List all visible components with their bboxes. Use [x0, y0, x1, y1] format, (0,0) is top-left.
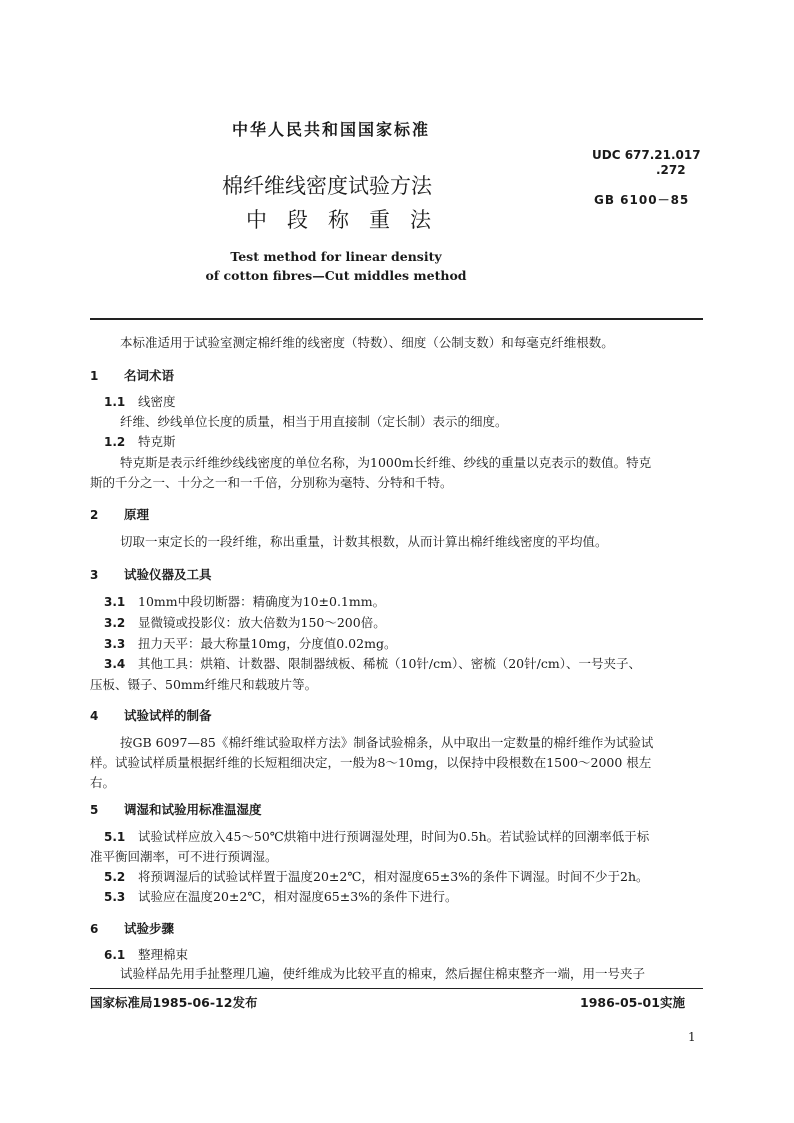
standard-number: GB 6100－85 — [594, 193, 690, 207]
section-number: 1 — [90, 369, 99, 383]
section-title: 名词术语 — [124, 368, 175, 383]
section-number: 4 — [90, 709, 99, 723]
section-4-text-1: 按GB 6097—85《棉纤维试验取样方法》制备试验棉条，从中取出一定数量的棉纤维作为试验试 — [120, 735, 654, 750]
clause-6-1-heading — [104, 945, 188, 965]
clause-number: 3.4 — [104, 657, 126, 671]
section-number: 6 — [90, 922, 99, 936]
clause-title: 整理棉束 — [138, 947, 189, 962]
title-english-line-1: Test method for linear density — [230, 249, 442, 264]
clause-3-1 — [104, 592, 385, 612]
clause-6-1-text: 试验样品先用手扯整理几遍，使纤维成为比较平直的棉束，然后握住棉束整齐一端，用一号夹子 — [120, 966, 646, 981]
section-5-heading — [90, 800, 262, 818]
section-title: 调湿和试验用标准温湿度 — [124, 802, 262, 817]
clause-text: 试验应在温度20±2℃，相对湿度65±3%的条件下进行。 — [138, 889, 458, 904]
clause-3-2 — [104, 613, 386, 633]
section-number: 3 — [90, 568, 99, 582]
clause-1-1-text: 纤维、纱线单位长度的质量，相当于用直接制（定长制）表示的细度。 — [120, 414, 508, 429]
clause-1-2-heading — [104, 432, 176, 452]
clause-1-2-text-2: 斯的千分之一、十分之一和一千倍，分别称为毫特、分特和千特。 — [90, 475, 453, 490]
clause-number: 1.1 — [104, 395, 126, 409]
section-title: 试验仪器及工具 — [124, 567, 212, 582]
udc-code — [592, 148, 701, 178]
section-number: 5 — [90, 803, 99, 817]
section-4-text-3: 右。 — [90, 775, 116, 790]
section-title: 原理 — [124, 507, 150, 522]
clause-text: 试验试样应放入45～50℃烘箱中进行预调湿处理，时间为0.5h。若试验试样的回潮率低于标 — [138, 829, 650, 844]
udc-line-2: .272 — [656, 163, 686, 177]
section-2-text: 切取一束定长的一段纤维，称出重量，计数其根数，从而计算出棉纤维线密度的平均值。 — [120, 534, 608, 549]
effective-date: 1986-05-01实施 — [580, 995, 685, 1010]
clause-1-1-heading — [104, 392, 176, 412]
clause-3-4 — [104, 654, 641, 674]
header-divider — [90, 318, 703, 320]
title-chinese-subtitle: 中段称重法 — [246, 208, 451, 232]
clause-5-3 — [104, 887, 458, 907]
title-chinese: 棉纤维线密度试验方法 — [222, 174, 432, 198]
clause-3-3 — [104, 634, 396, 654]
section-1-heading — [90, 366, 174, 384]
clause-3-4-continued: 压板、镊子、50mm纤维尺和载玻片等。 — [90, 677, 318, 692]
section-3-heading — [90, 565, 212, 583]
title-english-line-2: of cotton fibres—Cut middles method — [205, 268, 467, 283]
page-number: 1 — [688, 1030, 696, 1044]
section-2-heading — [90, 505, 149, 523]
clause-number: 5.1 — [104, 830, 126, 844]
clause-number: 3.3 — [104, 637, 126, 651]
footer-divider — [90, 988, 703, 989]
udc-line-1: UDC 677.21.017 — [592, 148, 701, 162]
clause-text: 扭力天平：最大称量10mg，分度值0.02mg。 — [138, 636, 397, 651]
section-title: 试验步骤 — [124, 921, 175, 936]
section-number: 2 — [90, 508, 99, 522]
clause-text: 将预调湿后的试验试样置于温度20±2℃，相对湿度65±3%的条件下调湿。时间不少于2h。 — [138, 869, 649, 884]
clause-title: 特克斯 — [138, 434, 176, 449]
clause-number: 3.1 — [104, 595, 126, 609]
clause-number: 3.2 — [104, 616, 126, 630]
clause-text: 显微镜或投影仪：放大倍数为150～200倍。 — [138, 615, 386, 630]
intro-paragraph: 本标准适用于试验室测定棉纤维的线密度（特数）、细度（公制支数）和每毫克纤维根数。 — [120, 335, 614, 350]
issuing-authority: 中华人民共和国国家标准 — [232, 120, 431, 139]
clause-number: 1.2 — [104, 435, 126, 449]
issue-date: 国家标准局1985-06-12发布 — [90, 995, 258, 1010]
clause-number: 6.1 — [104, 948, 126, 962]
section-title: 试验试样的制备 — [124, 708, 212, 723]
section-6-heading — [90, 919, 174, 937]
clause-number: 5.3 — [104, 890, 126, 904]
clause-title: 线密度 — [138, 394, 176, 409]
clause-text: 其他工具：烘箱、计数器、限制器绒板、稀梳（10针/cm）、密梳（20针/cm）、一号夹子、 — [138, 656, 641, 671]
clause-5-1 — [104, 827, 649, 847]
clause-text: 10mm中段切断器：精确度为10±0.1mm。 — [138, 594, 386, 609]
clause-5-1-continued: 准平衡回潮率，可不进行预调湿。 — [90, 849, 278, 864]
clause-5-2 — [104, 867, 649, 887]
section-4-heading — [90, 706, 212, 724]
clause-number: 5.2 — [104, 870, 126, 884]
section-4-text-2: 样。试验试样质量根据纤维的长短粗细决定，一般为8～10mg，以保持中段根数在1500～2000 根左 — [90, 755, 652, 770]
clause-1-2-text-1: 特克斯是表示纤维纱线线密度的单位名称，为1000m长纤维、纱线的重量以克表示的数值。特克 — [120, 455, 652, 470]
